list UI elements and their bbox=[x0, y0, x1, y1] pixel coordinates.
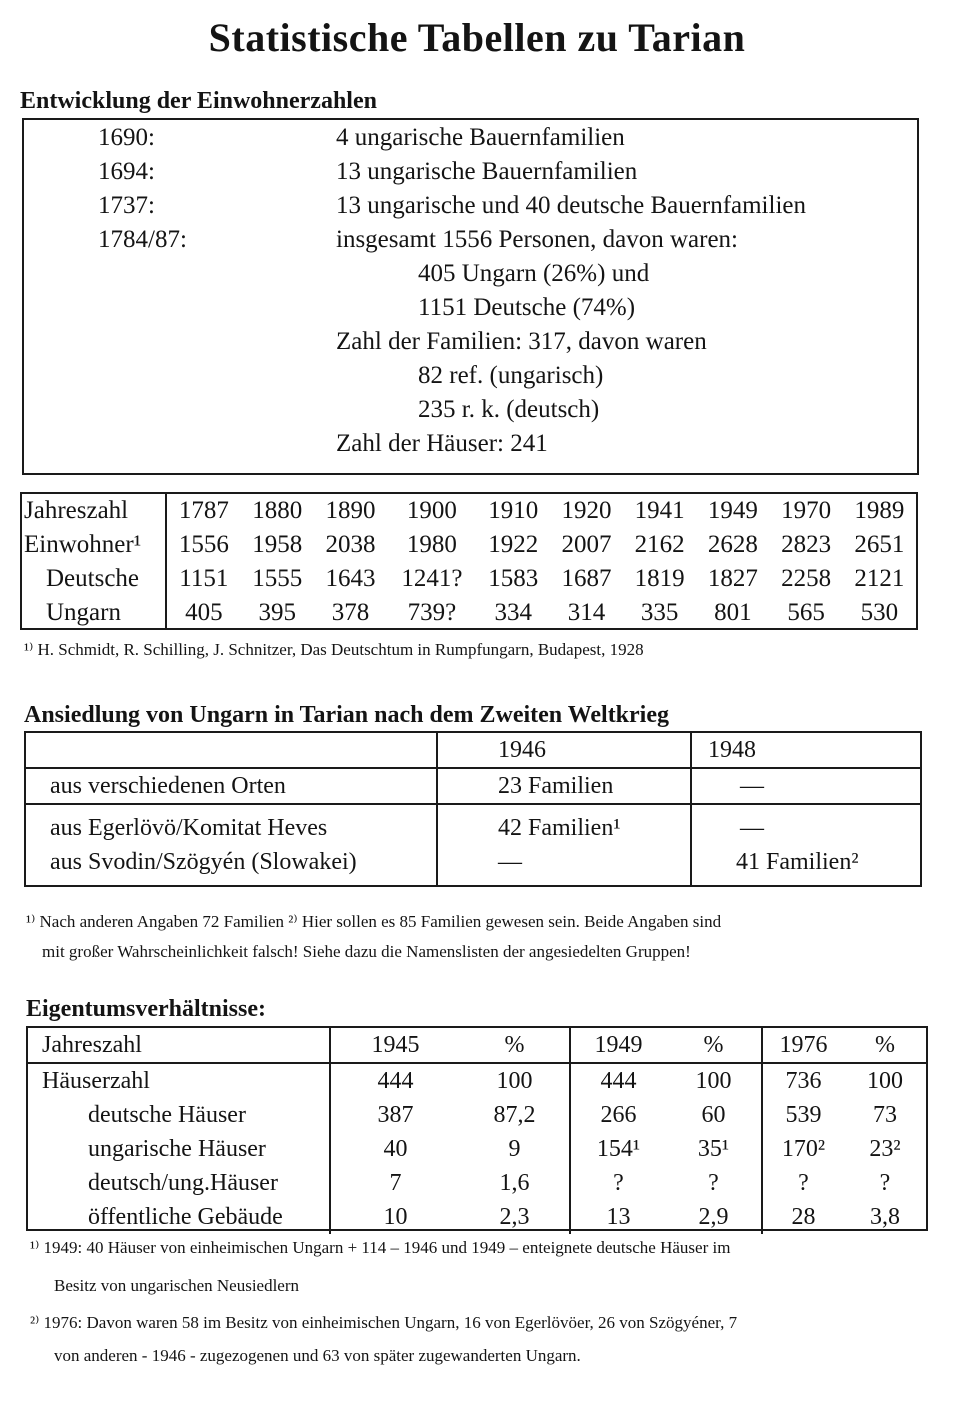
row-label: deutsche Häuser bbox=[28, 1098, 330, 1132]
cell-line: — bbox=[740, 815, 764, 841]
table-cell: 23² bbox=[869, 1135, 901, 1162]
year-cell: 1920 bbox=[561, 497, 612, 524]
history-detail: 235 r. k. (deutsch) bbox=[418, 396, 600, 423]
population-table bbox=[22, 494, 916, 630]
table-cell: 2,3 bbox=[460, 1200, 570, 1234]
table-cell: 1958 bbox=[252, 531, 303, 558]
footnote: Besitz von ungarischen Neusiedlern bbox=[54, 1276, 300, 1295]
table-cell: 28 bbox=[791, 1203, 816, 1230]
table-cell: — bbox=[691, 768, 921, 804]
table-cell: 87,2 bbox=[460, 1098, 570, 1132]
table-cell: 9 bbox=[460, 1132, 570, 1166]
table-cell: 40 bbox=[383, 1135, 408, 1162]
table-cell: 1827 bbox=[707, 565, 758, 592]
history-families: Zahl der Familien: 317, davon waren bbox=[336, 328, 707, 355]
table-cell: 2121 bbox=[854, 565, 905, 592]
cell-line: 41 Familien² bbox=[736, 849, 859, 875]
table-cell: 1687 bbox=[561, 565, 612, 592]
history-text: 4 ungarische Bauernfamilien bbox=[336, 124, 625, 151]
year-cell: 1970 bbox=[781, 497, 832, 524]
column-header: 1976 bbox=[779, 1031, 828, 1058]
column-header: 1949 bbox=[594, 1031, 643, 1058]
section-heading-settlement: Ansiedlung von Ungarn in Tarian nach dem Zweiten Weltkrieg bbox=[24, 702, 669, 728]
table-cell: 170² bbox=[781, 1135, 826, 1162]
section-heading-property: Eigentumsverhältnisse: bbox=[26, 996, 266, 1022]
page-title: Statistische Tabellen zu Tarian bbox=[208, 15, 746, 60]
footnote: mit großer Wahrscheinlichkeit falsch! Siehe dazu die Namenslisten der angesiedelten Gruppen! bbox=[42, 942, 691, 961]
footnote: von anderen - 1946 - zugezogenen und 63 von später zugewanderten Ungarn. bbox=[54, 1346, 581, 1365]
table-cell: 444 bbox=[600, 1067, 637, 1094]
table-cell: 444 bbox=[377, 1067, 414, 1094]
empty-header-cell bbox=[25, 732, 437, 768]
population-table-box bbox=[20, 492, 918, 630]
footnote: ¹⁾ H. Schmidt, R. Schilling, J. Schnitzer, Das Deutschtum in Rumpfungarn, Budapest, 1928 bbox=[24, 640, 644, 659]
table-cell: 334 bbox=[494, 599, 532, 626]
cell-line: 42 Familien¹ bbox=[498, 815, 621, 841]
table-cell: 1583 bbox=[488, 565, 539, 592]
table-row bbox=[28, 1098, 926, 1132]
history-detail: 82 ref. (ungarisch) bbox=[418, 362, 604, 389]
year-cell: 1910 bbox=[488, 497, 539, 524]
table-cell: 2823 bbox=[781, 531, 832, 558]
table-row bbox=[25, 768, 921, 804]
row-label: Einwohner¹ bbox=[22, 528, 166, 562]
year-cell: 1949 bbox=[707, 497, 758, 524]
row-label: Häuserzahl bbox=[28, 1063, 330, 1098]
history-detail: 1151 Deutsche (74%) bbox=[418, 294, 636, 321]
history-year: 1690: bbox=[98, 124, 155, 151]
history-detail: 405 Ungarn (26%) und bbox=[418, 260, 650, 287]
table-cell: 60 bbox=[666, 1098, 762, 1132]
table-cell: 35¹ bbox=[666, 1132, 762, 1166]
row-label: Ungarn bbox=[22, 596, 166, 630]
history-year: 1784/87: bbox=[98, 226, 187, 253]
table-cell: 2,9 bbox=[666, 1200, 762, 1234]
table-cell: 100 bbox=[867, 1067, 903, 1094]
column-header: 1945 bbox=[371, 1031, 420, 1058]
table-cell: ? bbox=[613, 1169, 624, 1196]
history-year: 1737: bbox=[98, 192, 155, 219]
table-cell: 1151 bbox=[179, 565, 229, 592]
table-cell: 530 bbox=[860, 599, 899, 626]
table-row bbox=[28, 1166, 926, 1200]
table-cell: ? bbox=[666, 1166, 762, 1200]
table-cell: 266 bbox=[600, 1101, 637, 1128]
row-label: Deutsche bbox=[22, 562, 166, 596]
table-cell: 2258 bbox=[781, 565, 832, 592]
history-houses: Zahl der Häuser: 241 bbox=[336, 430, 548, 457]
table-cell: 7 bbox=[389, 1169, 402, 1196]
column-header: % bbox=[666, 1028, 762, 1063]
table-cell: ? bbox=[879, 1169, 891, 1196]
table-cell: 314 bbox=[567, 599, 606, 626]
year-cell: 1900 bbox=[406, 497, 457, 524]
table-cell: 23 Familien bbox=[437, 768, 691, 804]
row-label-line: aus Svodin/Szögyén (Slowakei) bbox=[50, 849, 357, 875]
footnote: ¹⁾ Nach anderen Angaben 72 Familien ²⁾ Hier sollen es 85 Familien gewesen sein. Beide Angaben sind bbox=[26, 912, 722, 931]
table-cell bbox=[437, 804, 691, 886]
history-text: 13 ungarische Bauernfamilien bbox=[336, 158, 638, 185]
table-cell: 2162 bbox=[634, 531, 685, 558]
property-table-box bbox=[26, 1026, 928, 1231]
table-cell: 73 bbox=[873, 1101, 897, 1128]
table-cell: 100 bbox=[666, 1063, 762, 1098]
year-cell: 1941 bbox=[634, 497, 685, 524]
table-cell: 2628 bbox=[707, 531, 758, 558]
table-row bbox=[25, 804, 921, 886]
table-row bbox=[22, 562, 916, 596]
table-cell: 565 bbox=[787, 599, 825, 626]
table-header-cell: Jahreszahl bbox=[22, 494, 166, 528]
table-cell: 739? bbox=[407, 599, 457, 626]
table-row bbox=[22, 596, 916, 630]
footnote: ²⁾ 1976: Davon waren 58 im Besitz von einheimischen Ungarn, 16 von Egerlövöer, 26 von Szögyéner, 7 bbox=[30, 1313, 738, 1332]
footnote: ¹⁾ 1949: 40 Häuser von einheimischen Ungarn + 114 – 1946 und 1949 – enteignete deutsche Häuser im bbox=[30, 1238, 731, 1257]
column-header: % bbox=[460, 1028, 570, 1063]
table-cell: 1556 bbox=[178, 531, 229, 558]
table-cell: 1819 bbox=[634, 565, 685, 592]
table-cell: 100 bbox=[460, 1063, 570, 1098]
table-cell: 10 bbox=[383, 1203, 408, 1230]
table-cell: 395 bbox=[258, 599, 297, 626]
property-table bbox=[28, 1028, 926, 1234]
table-cell: 405 bbox=[185, 599, 223, 626]
column-header: % bbox=[875, 1031, 895, 1058]
table-cell: 1,6 bbox=[460, 1166, 570, 1200]
column-header: Jahreszahl bbox=[28, 1028, 330, 1063]
table-cell: 2038 bbox=[325, 531, 376, 558]
table-row bbox=[28, 1063, 926, 1098]
history-year: 1694: bbox=[98, 158, 155, 185]
table-row bbox=[22, 528, 916, 562]
table-row bbox=[28, 1028, 926, 1063]
table-row bbox=[25, 732, 921, 768]
row-label-line: aus Egerlövö/Komitat Heves bbox=[50, 815, 328, 841]
history-text: 13 ungarische und 40 deutsche Bauernfamilien bbox=[336, 192, 806, 219]
column-header: 1946 bbox=[437, 732, 691, 768]
table-row bbox=[28, 1200, 926, 1234]
cell-line: — bbox=[498, 849, 522, 875]
table-cell: 387 bbox=[377, 1101, 414, 1128]
table-cell bbox=[691, 804, 921, 886]
table-cell: 1980 bbox=[406, 531, 457, 558]
table-cell: 154¹ bbox=[596, 1135, 641, 1162]
year-cell: 1787 bbox=[178, 497, 229, 524]
table-row bbox=[22, 494, 916, 528]
table-cell: ? bbox=[798, 1169, 809, 1196]
table-cell: 1555 bbox=[252, 565, 303, 592]
row-label: öffentliche Gebäude bbox=[28, 1200, 330, 1234]
table-cell: 335 bbox=[640, 599, 679, 626]
history-text: insgesamt 1556 Personen, davon waren: bbox=[336, 226, 739, 253]
row-label: ungarische Häuser bbox=[28, 1132, 330, 1166]
table-cell: 378 bbox=[331, 599, 370, 626]
year-cell: 1880 bbox=[252, 497, 303, 524]
table-cell: 1922 bbox=[488, 531, 539, 558]
year-cell: 1989 bbox=[854, 497, 905, 524]
row-label: aus verschiedenen Orten bbox=[25, 768, 437, 804]
year-cell: 1890 bbox=[325, 497, 376, 524]
row-label bbox=[25, 804, 437, 886]
table-cell: 736 bbox=[785, 1067, 822, 1094]
table-cell: 13 bbox=[606, 1203, 631, 1230]
table-cell: 2651 bbox=[854, 531, 905, 558]
table-cell: 3,8 bbox=[870, 1203, 900, 1230]
table-cell: 1241? bbox=[401, 565, 463, 592]
table-row bbox=[28, 1132, 926, 1166]
table-cell: 1643 bbox=[325, 565, 376, 592]
column-header: 1948 bbox=[691, 732, 921, 768]
table-cell: 2007 bbox=[561, 531, 612, 558]
table-cell: 801 bbox=[714, 599, 752, 626]
table-cell: 539 bbox=[785, 1101, 822, 1128]
section-heading-population: Entwicklung der Einwohnerzahlen bbox=[20, 88, 377, 114]
row-label: deutsch/ung.Häuser bbox=[28, 1166, 330, 1200]
settlement-table bbox=[24, 731, 922, 887]
